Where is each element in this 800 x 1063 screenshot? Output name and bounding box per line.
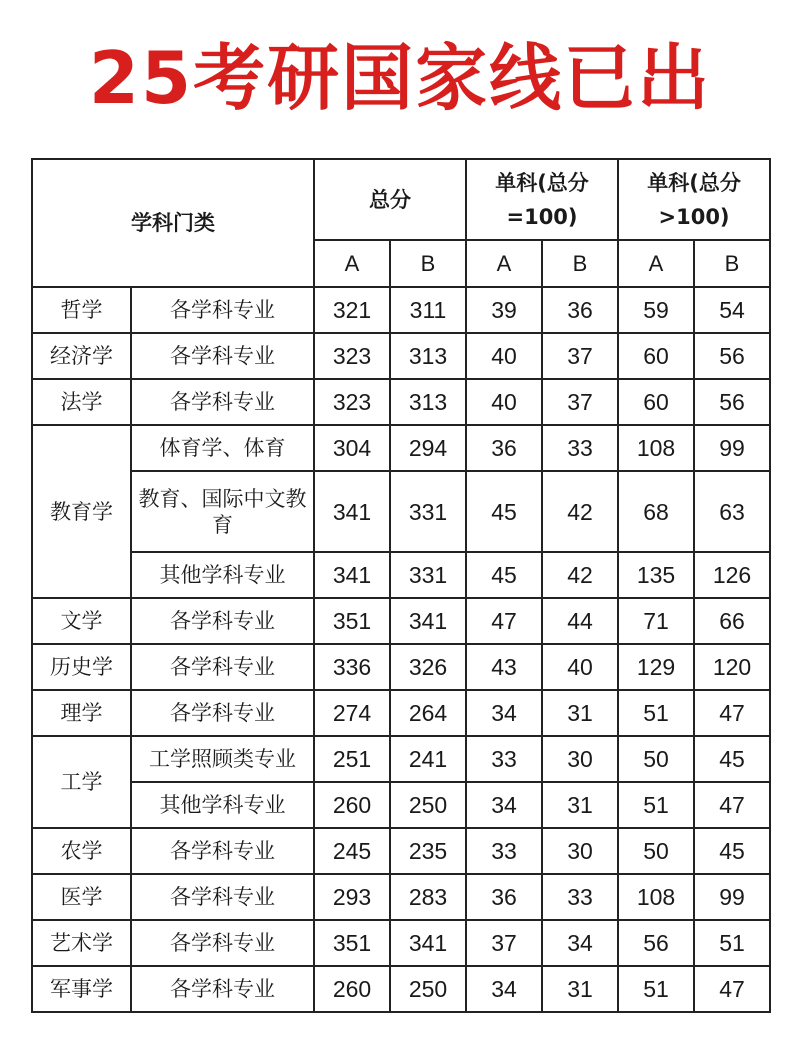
single-gt100-b-cell: 47	[694, 782, 770, 828]
major-cell: 各学科专业	[131, 690, 314, 736]
single-gt100-a-cell: 51	[618, 966, 694, 1012]
header-single-eq100: 单科(总分=100)	[466, 159, 618, 240]
major-cell: 其他学科专业	[131, 782, 314, 828]
single-eq100-b-cell: 42	[542, 552, 618, 598]
single-eq100-b-cell: 36	[542, 287, 618, 333]
score-table	[31, 158, 771, 1013]
single-gt100-b-cell: 45	[694, 828, 770, 874]
table-row	[32, 736, 770, 782]
category-cell: 哲学	[32, 287, 131, 333]
table-row	[32, 552, 770, 598]
total-a-cell: 251	[314, 736, 390, 782]
total-a-cell: 245	[314, 828, 390, 874]
single-gt100-b-cell: 66	[694, 598, 770, 644]
total-b-cell: 264	[390, 690, 466, 736]
single-gt100-b-cell: 120	[694, 644, 770, 690]
single-eq100-b-cell: 33	[542, 874, 618, 920]
total-a-cell: 323	[314, 379, 390, 425]
single-eq100-a-cell: 39	[466, 287, 542, 333]
single-eq100-a-cell: 34	[466, 966, 542, 1012]
table-row	[32, 644, 770, 690]
total-b-cell: 283	[390, 874, 466, 920]
single-gt100-b-cell: 56	[694, 333, 770, 379]
single-eq100-a-cell: 37	[466, 920, 542, 966]
total-a-cell: 260	[314, 782, 390, 828]
single-eq100-a-cell: 33	[466, 736, 542, 782]
major-cell: 各学科专业	[131, 379, 314, 425]
table-row	[32, 874, 770, 920]
single-eq100-a-cell: 45	[466, 552, 542, 598]
header-single-gt100: 单科(总分>100)	[618, 159, 770, 240]
single-eq100-b-cell: 31	[542, 690, 618, 736]
single-eq100-a-cell: 34	[466, 782, 542, 828]
major-cell: 各学科专业	[131, 920, 314, 966]
total-a-cell: 321	[314, 287, 390, 333]
single-gt100-a-cell: 60	[618, 379, 694, 425]
single-eq100-b-cell: 31	[542, 782, 618, 828]
page-title: 25考研国家线已出	[88, 36, 712, 120]
single-eq100-a-cell: 47	[466, 598, 542, 644]
single-gt100-b-cell: 63	[694, 471, 770, 552]
major-cell: 各学科专业	[131, 828, 314, 874]
single-gt100-a-cell: 108	[618, 874, 694, 920]
table-row	[32, 598, 770, 644]
subheader-b: B	[542, 240, 618, 287]
table-row	[32, 690, 770, 736]
major-cell: 各学科专业	[131, 287, 314, 333]
single-gt100-a-cell: 59	[618, 287, 694, 333]
single-eq100-a-cell: 43	[466, 644, 542, 690]
subheader-b: B	[694, 240, 770, 287]
table-row	[32, 828, 770, 874]
total-a-cell: 323	[314, 333, 390, 379]
total-a-cell: 341	[314, 471, 390, 552]
total-a-cell: 260	[314, 966, 390, 1012]
single-eq100-a-cell: 36	[466, 874, 542, 920]
total-b-cell: 235	[390, 828, 466, 874]
category-cell: 历史学	[32, 644, 131, 690]
header-category: 学科门类	[32, 159, 314, 287]
single-gt100-b-cell: 99	[694, 425, 770, 471]
table-row	[32, 425, 770, 471]
category-cell: 法学	[32, 379, 131, 425]
major-cell: 体育学、体育	[131, 425, 314, 471]
total-b-cell: 250	[390, 966, 466, 1012]
major-cell: 各学科专业	[131, 333, 314, 379]
category-cell: 工学	[32, 736, 131, 828]
total-a-cell: 293	[314, 874, 390, 920]
single-eq100-b-cell: 40	[542, 644, 618, 690]
total-b-cell: 326	[390, 644, 466, 690]
table-row	[32, 333, 770, 379]
total-b-cell: 341	[390, 598, 466, 644]
category-cell: 理学	[32, 690, 131, 736]
single-gt100-a-cell: 68	[618, 471, 694, 552]
single-gt100-a-cell: 71	[618, 598, 694, 644]
single-eq100-b-cell: 30	[542, 736, 618, 782]
total-b-cell: 341	[390, 920, 466, 966]
total-b-cell: 331	[390, 471, 466, 552]
single-gt100-a-cell: 50	[618, 736, 694, 782]
total-a-cell: 274	[314, 690, 390, 736]
single-gt100-b-cell: 99	[694, 874, 770, 920]
table-row	[32, 920, 770, 966]
major-cell: 工学照顾类专业	[131, 736, 314, 782]
total-a-cell: 341	[314, 552, 390, 598]
total-b-cell: 241	[390, 736, 466, 782]
single-eq100-b-cell: 37	[542, 379, 618, 425]
total-b-cell: 331	[390, 552, 466, 598]
major-cell: 其他学科专业	[131, 552, 314, 598]
single-gt100-b-cell: 126	[694, 552, 770, 598]
table-row	[32, 287, 770, 333]
single-eq100-b-cell: 42	[542, 471, 618, 552]
single-gt100-b-cell: 56	[694, 379, 770, 425]
single-eq100-a-cell: 45	[466, 471, 542, 552]
single-eq100-b-cell: 30	[542, 828, 618, 874]
category-cell: 农学	[32, 828, 131, 874]
single-gt100-a-cell: 51	[618, 782, 694, 828]
single-eq100-b-cell: 34	[542, 920, 618, 966]
single-eq100-a-cell: 40	[466, 379, 542, 425]
major-cell: 各学科专业	[131, 644, 314, 690]
category-cell: 经济学	[32, 333, 131, 379]
single-eq100-b-cell: 37	[542, 333, 618, 379]
table-row	[32, 966, 770, 1012]
total-b-cell: 294	[390, 425, 466, 471]
category-cell: 医学	[32, 874, 131, 920]
total-a-cell: 351	[314, 598, 390, 644]
total-b-cell: 250	[390, 782, 466, 828]
header-row	[32, 159, 770, 240]
total-a-cell: 304	[314, 425, 390, 471]
single-gt100-b-cell: 51	[694, 920, 770, 966]
subheader-b: B	[390, 240, 466, 287]
single-gt100-b-cell: 47	[694, 690, 770, 736]
single-gt100-a-cell: 56	[618, 920, 694, 966]
total-b-cell: 311	[390, 287, 466, 333]
major-cell: 各学科专业	[131, 598, 314, 644]
single-gt100-a-cell: 51	[618, 690, 694, 736]
single-gt100-a-cell: 129	[618, 644, 694, 690]
single-gt100-b-cell: 47	[694, 966, 770, 1012]
total-a-cell: 336	[314, 644, 390, 690]
single-gt100-a-cell: 108	[618, 425, 694, 471]
table-row	[32, 471, 770, 552]
single-gt100-a-cell: 60	[618, 333, 694, 379]
single-eq100-a-cell: 36	[466, 425, 542, 471]
subheader-a: A	[618, 240, 694, 287]
major-cell: 各学科专业	[131, 966, 314, 1012]
total-b-cell: 313	[390, 333, 466, 379]
single-eq100-a-cell: 33	[466, 828, 542, 874]
category-cell: 军事学	[32, 966, 131, 1012]
single-gt100-b-cell: 45	[694, 736, 770, 782]
total-a-cell: 351	[314, 920, 390, 966]
single-eq100-b-cell: 33	[542, 425, 618, 471]
single-eq100-a-cell: 34	[466, 690, 542, 736]
single-gt100-b-cell: 54	[694, 287, 770, 333]
header-total: 总分	[314, 159, 466, 240]
category-cell: 艺术学	[32, 920, 131, 966]
single-eq100-b-cell: 31	[542, 966, 618, 1012]
single-eq100-a-cell: 40	[466, 333, 542, 379]
single-gt100-a-cell: 135	[618, 552, 694, 598]
major-cell: 各学科专业	[131, 874, 314, 920]
category-cell: 文学	[32, 598, 131, 644]
single-gt100-a-cell: 50	[618, 828, 694, 874]
subheader-a: A	[314, 240, 390, 287]
single-eq100-b-cell: 44	[542, 598, 618, 644]
total-b-cell: 313	[390, 379, 466, 425]
table-row	[32, 782, 770, 828]
subheader-a: A	[466, 240, 542, 287]
major-cell: 教育、国际中文教育	[131, 471, 314, 552]
table-row	[32, 379, 770, 425]
category-cell: 教育学	[32, 425, 131, 598]
